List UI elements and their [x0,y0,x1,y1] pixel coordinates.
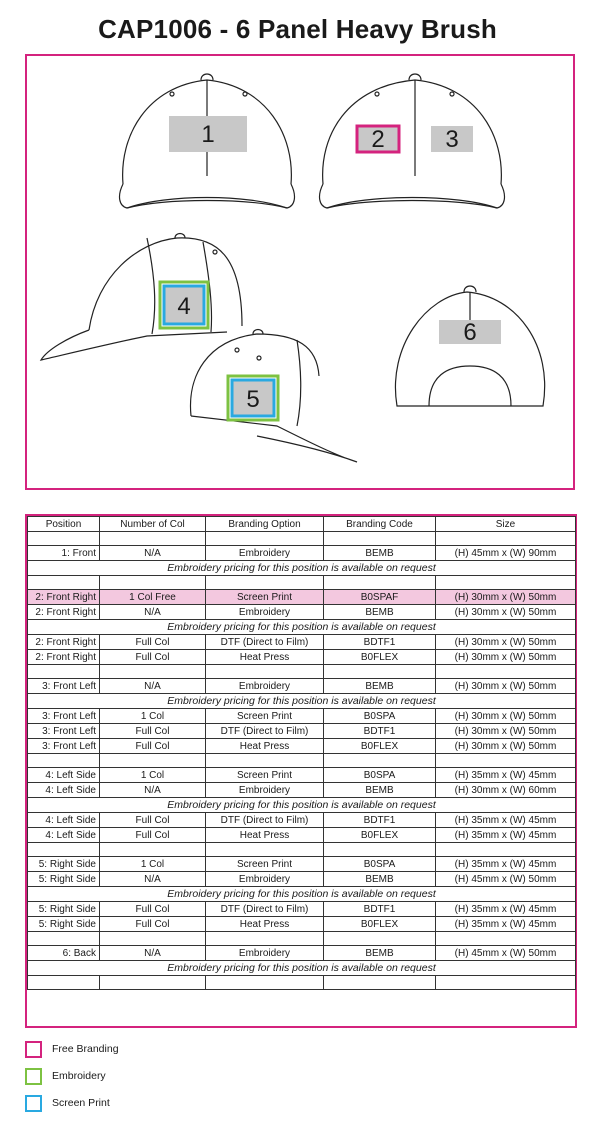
position-6-label: 6 [463,319,477,346]
table-cell: B0SPA [324,709,436,724]
cap-back-view [395,286,544,406]
table-cell [436,665,576,679]
table-cell: B0SPA [324,768,436,783]
table-row [28,768,576,783]
embroidery-swatch [25,1068,42,1085]
table-cell: (H) 45mm x (W) 50mm [436,872,576,887]
legend-item-screen-print [25,1094,119,1112]
table-cell: DTF (Direct to Film) [206,724,324,739]
table-cell: Screen Print [206,768,324,783]
table-cell: Full Col [100,724,206,739]
header-number-of-col: Number of Col [100,517,206,532]
table-row-blank [28,665,576,679]
table-cell: Screen Print [206,857,324,872]
table-row-note [28,961,576,976]
table-cell: 5: Right Side [28,872,100,887]
table-cell: DTF (Direct to Film) [206,902,324,917]
branding-table [27,516,576,990]
table-cell [100,754,206,768]
table-cell: 4: Left Side [28,813,100,828]
table-cell [28,665,100,679]
table-cell: (H) 30mm x (W) 50mm [436,679,576,694]
table-cell: 1 Col Free [100,590,206,605]
table-cell [28,843,100,857]
table-cell [436,576,576,590]
table-cell: BEMB [324,872,436,887]
table-cell: Full Col [100,902,206,917]
table-cell: Embroidery [206,872,324,887]
table-row-note [28,798,576,813]
table-row [28,635,576,650]
header-branding-code: Branding Code [324,517,436,532]
table-cell [324,532,436,546]
position-1-label: 1 [201,121,215,148]
table-row [28,783,576,798]
table-cell [206,532,324,546]
table-cell: (H) 30mm x (W) 50mm [436,650,576,665]
table-row [28,872,576,887]
table-row [28,828,576,843]
table-cell: (H) 35mm x (W) 45mm [436,917,576,932]
table-cell: N/A [100,605,206,620]
table-row [28,679,576,694]
table-cell: Full Col [100,828,206,843]
table-cell [100,532,206,546]
table-cell: Full Col [100,650,206,665]
table-cell [100,576,206,590]
table-cell: B0FLEX [324,828,436,843]
table-cell: Embroidery [206,783,324,798]
table-cell: Embroidery [206,605,324,620]
table-cell: Screen Print [206,590,324,605]
legend-item-free-branding [25,1040,119,1058]
position-4-label: 4 [177,293,191,320]
cap-front-angle-view [320,74,505,208]
table-cell: (H) 30mm x (W) 50mm [436,605,576,620]
table-row-blank [28,976,576,990]
table-cell [206,665,324,679]
table-cell: (H) 30mm x (W) 50mm [436,724,576,739]
table-row [28,650,576,665]
table-row [28,857,576,872]
cap-left-side-view [41,234,242,361]
note-cell: Embroidery pricing for this position is available on request [28,887,576,902]
table-row [28,946,576,961]
table-cell: Full Col [100,917,206,932]
table-cell: B0FLEX [324,650,436,665]
table-cell: B0SPAF [324,590,436,605]
table-cell: Embroidery [206,546,324,561]
table-cell: (H) 35mm x (W) 45mm [436,828,576,843]
table-cell: N/A [100,679,206,694]
table-cell: (H) 35mm x (W) 45mm [436,857,576,872]
table-cell [436,976,576,990]
table-cell: Full Col [100,635,206,650]
table-cell: 3: Front Left [28,739,100,754]
legend-item-embroidery [25,1067,119,1085]
table-cell: N/A [100,946,206,961]
table-cell: 2: Front Right [28,590,100,605]
table-cell: BDTF1 [324,724,436,739]
table-cell: (H) 30mm x (W) 50mm [436,635,576,650]
table-row [28,917,576,932]
table-row-note [28,620,576,635]
table-cell: Heat Press [206,828,324,843]
table-cell [436,932,576,946]
table-cell [28,932,100,946]
note-cell: Embroidery pricing for this position is available on request [28,961,576,976]
table-row-blank [28,843,576,857]
table-cell: 5: Right Side [28,902,100,917]
note-cell: Embroidery pricing for this position is available on request [28,694,576,709]
table-cell: Full Col [100,739,206,754]
table-cell: Heat Press [206,739,324,754]
table-cell [28,532,100,546]
note-cell: Embroidery pricing for this position is available on request [28,798,576,813]
table-cell: BDTF1 [324,635,436,650]
note-cell: Embroidery pricing for this position is available on request [28,620,576,635]
table-row-blank [28,532,576,546]
position-3-label: 3 [445,126,459,153]
header-branding-option: Branding Option [206,517,324,532]
table-row [28,605,576,620]
table-cell: Embroidery [206,679,324,694]
table-cell: (H) 30mm x (W) 60mm [436,783,576,798]
table-cell [436,843,576,857]
table-cell: (H) 30mm x (W) 50mm [436,590,576,605]
table-row [28,546,576,561]
table-cell [206,843,324,857]
table-cell [100,932,206,946]
legend-label: Embroidery [52,1070,106,1082]
table-cell: (H) 30mm x (W) 50mm [436,739,576,754]
table-cell: 4: Left Side [28,768,100,783]
table-row [28,902,576,917]
table-cell: 5: Right Side [28,857,100,872]
table-cell [28,976,100,990]
table-cell: N/A [100,546,206,561]
table-cell [436,754,576,768]
header-size: Size [436,517,576,532]
table-cell: (H) 35mm x (W) 45mm [436,902,576,917]
table-cell [28,576,100,590]
cap-illustration-panel [25,54,575,490]
table-cell: BEMB [324,946,436,961]
table-row [28,813,576,828]
table-cell [206,754,324,768]
table-cell [324,576,436,590]
header-position: Position [28,517,100,532]
table-cell: BDTF1 [324,902,436,917]
note-cell: Embroidery pricing for this position is available on request [28,561,576,576]
position-2-label: 2 [371,126,385,153]
legend [25,1040,119,1121]
table-cell [206,932,324,946]
table-cell: 6: Back [28,946,100,961]
table-cell: Full Col [100,813,206,828]
screen-print-swatch [25,1095,42,1112]
table-row-blank [28,576,576,590]
table-cell: 1 Col [100,709,206,724]
table-cell: N/A [100,872,206,887]
table-cell: B0FLEX [324,739,436,754]
legend-label: Free Branding [52,1043,119,1055]
table-cell: 3: Front Left [28,709,100,724]
table-cell: 4: Left Side [28,783,100,798]
table-cell: (H) 35mm x (W) 45mm [436,768,576,783]
position-5-label: 5 [246,386,260,413]
table-cell: Heat Press [206,650,324,665]
table-cell [324,665,436,679]
table-cell: Embroidery [206,946,324,961]
table-cell: BEMB [324,679,436,694]
table-cell: 1 Col [100,857,206,872]
table-row [28,590,576,605]
table-cell [206,576,324,590]
branding-table-container [25,514,577,1028]
table-cell: 3: Front Left [28,724,100,739]
table-row [28,724,576,739]
page-title: CAP1006 - 6 Panel Heavy Brush [98,14,497,44]
table-cell: 4: Left Side [28,828,100,843]
table-cell [100,976,206,990]
table-row-note [28,694,576,709]
table-cell [206,976,324,990]
table-cell: 3: Front Left [28,679,100,694]
table-cell: (H) 45mm x (W) 90mm [436,546,576,561]
legend-label: Screen Print [52,1097,110,1109]
table-cell: 1 Col [100,768,206,783]
table-cell [324,754,436,768]
table-cell: 1: Front [28,546,100,561]
table-cell: BEMB [324,605,436,620]
table-row-note [28,887,576,902]
table-header-row [28,517,576,532]
table-cell: Heat Press [206,917,324,932]
table-row-blank [28,754,576,768]
free-branding-swatch [25,1041,42,1058]
table-cell: (H) 45mm x (W) 50mm [436,946,576,961]
table-cell: BEMB [324,546,436,561]
table-cell [324,843,436,857]
table-cell [100,843,206,857]
table-cell: BEMB [324,783,436,798]
table-row [28,739,576,754]
table-cell [28,754,100,768]
table-cell: (H) 30mm x (W) 50mm [436,709,576,724]
table-cell: 2: Front Right [28,605,100,620]
table-cell: (H) 35mm x (W) 45mm [436,813,576,828]
table-cell: B0SPA [324,857,436,872]
table-cell: DTF (Direct to Film) [206,635,324,650]
table-cell [324,976,436,990]
table-cell: 2: Front Right [28,635,100,650]
table-cell: 5: Right Side [28,917,100,932]
table-cell [100,665,206,679]
table-cell [436,532,576,546]
table-cell: N/A [100,783,206,798]
table-row-note [28,561,576,576]
table-cell: DTF (Direct to Film) [206,813,324,828]
table-cell [324,932,436,946]
cap-illustrations [27,56,573,488]
table-cell: BDTF1 [324,813,436,828]
table-cell: 2: Front Right [28,650,100,665]
table-cell: Screen Print [206,709,324,724]
table-row-blank [28,932,576,946]
table-row [28,709,576,724]
table-cell: B0FLEX [324,917,436,932]
